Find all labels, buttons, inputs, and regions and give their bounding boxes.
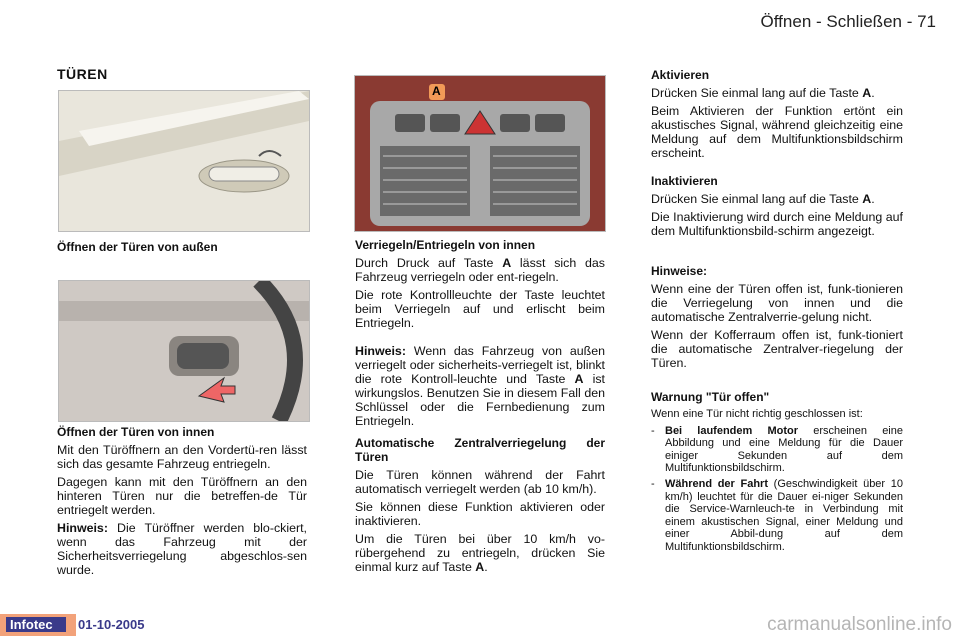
paragraph: Durch Druck auf Taste A lässt sich das Fahrzeug verriegeln oder ent-riegeln. bbox=[355, 256, 605, 284]
paragraph: Die Inaktivierung wird durch eine Meldung auf dem Multifunktionsbild-schirm angezeigt. bbox=[651, 210, 903, 238]
list-item: - Bei laufendem Motor erscheinen eine Abbildung und eine Meldung für die Dauer einiger Sekunden auf dem Multifunktionsbildschirm. bbox=[651, 424, 903, 475]
column-2 bbox=[355, 238, 605, 578]
section-title: TÜREN bbox=[57, 66, 108, 82]
button-a-label: A bbox=[432, 84, 441, 98]
paragraph: Wenn eine Tür nicht richtig geschlossen ist: bbox=[651, 408, 863, 420]
paragraph: Mit den Türöffnern an den Vordertü-ren lässt sich das gesamte Fahrzeug entriegeln. bbox=[57, 443, 307, 471]
paragraph: Drücken Sie einmal lang auf die Taste A. bbox=[651, 192, 875, 206]
heading-auto-lock: Automatische Zentralverriegelung der Türen bbox=[355, 436, 605, 464]
interior-door-handle-image bbox=[58, 280, 310, 422]
heading-lock-inside: Verriegeln/Entriegeln von innen bbox=[355, 238, 536, 252]
paragraph-note: Hinweis: Wenn das Fahrzeug von außen verriegelt oder sicherheits-verriegelt ist, blinkt die rote Kontroll-leuchte und Taste A ist wirkungslos. Benutzen Sie in diesem Fall den Schlüssel oder die Fernbedienung zum Entriegeln. bbox=[355, 344, 605, 428]
heading-inside: Öffnen der Türen von innen bbox=[57, 425, 215, 439]
heading-deactivate: Inaktivieren bbox=[651, 174, 718, 188]
paragraph: Die Türen können während der Fahrt automatisch verriegelt werden (ab 10 km/h). bbox=[355, 468, 605, 496]
caption-outside: Öffnen der Türen von außen bbox=[57, 240, 218, 254]
column-3 bbox=[651, 68, 903, 557]
infotec-logo: Infotec bbox=[0, 614, 76, 636]
paragraph: Drücken Sie einmal lang auf die Taste A. bbox=[651, 86, 875, 100]
column-1-body bbox=[57, 425, 307, 581]
column-1 bbox=[57, 240, 307, 258]
heading-activate: Aktivieren bbox=[651, 68, 710, 82]
paragraph: Wenn eine der Türen offen ist, funk-tionieren die Verriegelung von innen und die automatische Zentralverrie-gelung nicht. bbox=[651, 282, 903, 324]
paragraph: Beim Aktivieren der Funktion ertönt ein akustisches Signal, während gleichzeitig eine Meldung auf dem Multifunktionsbildschirm erscheint. bbox=[651, 104, 903, 160]
paragraph: Die rote Kontrollleuchte der Taste leuchtet beim Verriegeln auf und erlischt beim Entriegeln. bbox=[355, 288, 605, 330]
watermark: carmanualsonline.info bbox=[767, 614, 952, 635]
footer-date: 01-10-2005 bbox=[78, 617, 145, 632]
central-lock-button-illustration bbox=[355, 76, 605, 231]
interior-door-handle-illustration bbox=[59, 281, 309, 421]
heading-door-warning: Warnung "Tür offen" bbox=[651, 390, 770, 404]
paragraph: Sie können diese Funktion aktivieren oder inaktivieren. bbox=[355, 500, 605, 528]
paragraph: Um die Türen bei über 10 km/h vo-rübergehend zu entriegeln, drücken Sie einmal kurz auf Taste A. bbox=[355, 532, 605, 574]
paragraph-note: Hinweis: Die Türöffner werden blo-ckiert, wenn das Fahrzeug mit der Sicherheitsverriegelung abgeschlos-sen wurde. bbox=[57, 521, 307, 577]
paragraph: Wenn der Kofferraum offen ist, funk-tioniert die automatische Zentralver-riegelung der Türen. bbox=[651, 328, 903, 370]
central-lock-button-image bbox=[354, 75, 606, 232]
paragraph: Dagegen kann mit den Türöffnern an den hinteren Türen nur die betreffen-de Tür entriegelt werden. bbox=[57, 475, 307, 517]
page-header: Öffnen - Schließen - 71 bbox=[760, 12, 936, 31]
exterior-door-handle-illustration bbox=[59, 91, 309, 231]
exterior-door-handle-image bbox=[58, 90, 310, 232]
heading-notes: Hinweise: bbox=[651, 264, 708, 278]
list-item: - Während der Fahrt (Geschwindigkeit über 10 km/h) leuchtet für die Dauer ei-niger Sekunden die Service-Warnleuch-te in Verbindung mit einem akustischen Signal, einer Meldung und einer Abbil-dung auf dem Multifunktionsbildschirm. bbox=[651, 477, 903, 553]
